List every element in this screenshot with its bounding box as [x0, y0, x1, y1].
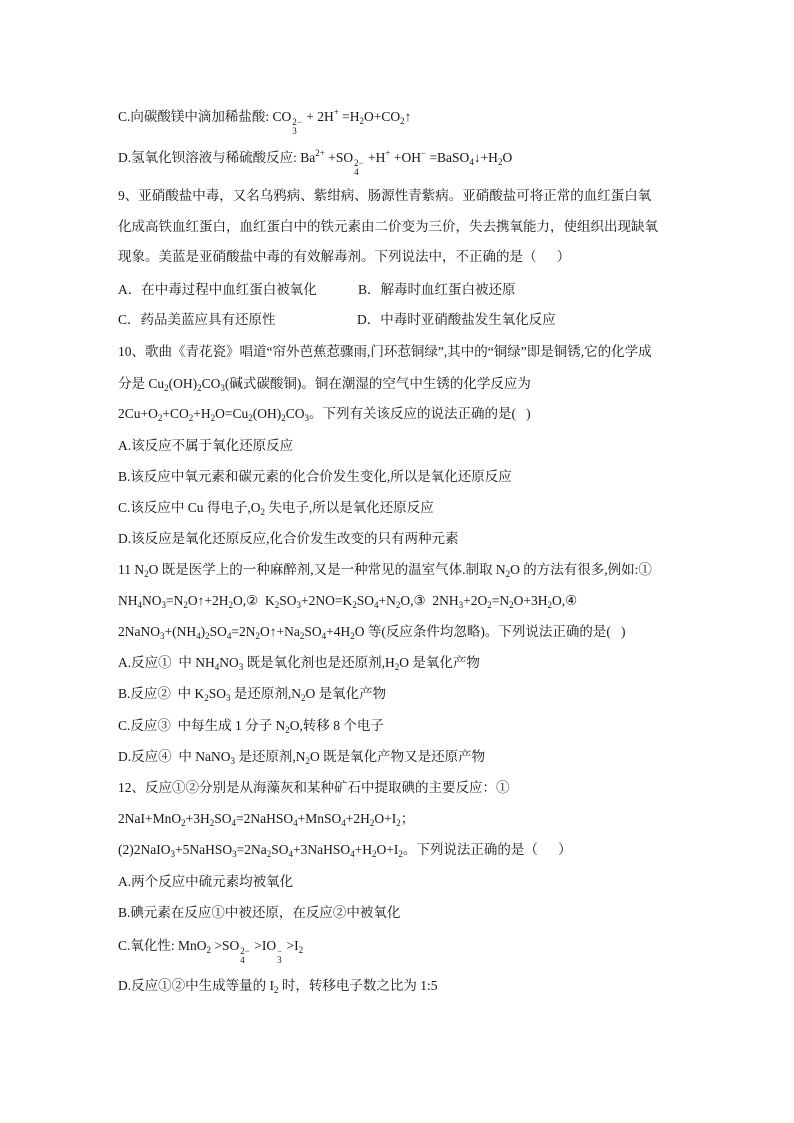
text-run: =BaSO — [426, 150, 470, 165]
text-run: +3H — [185, 811, 210, 826]
text-run: B．解毒时血红蛋白被还原 — [358, 282, 516, 297]
text-run: +2O — [463, 593, 488, 608]
text-run: O,③ 2NH — [400, 593, 459, 608]
subscript: 3 — [226, 693, 231, 703]
text-run: +2H — [345, 811, 370, 826]
q12-option-c — [118, 936, 304, 965]
text-run: O 是氧化产物 — [305, 686, 387, 701]
subscript: 2 — [352, 600, 357, 610]
subscript: 4 — [137, 600, 142, 610]
text-run: O+CO — [364, 109, 401, 124]
subscript: 2 — [209, 818, 215, 828]
text-run: (2)2NaIO — [118, 842, 171, 857]
text-run: 化成高铁血红蛋白，血红蛋白中的铁元素由二价变为三价，失去携氧能力，使组织出现缺氧 — [118, 219, 658, 234]
text-run: C.反应③ 中每生成 1 分子 N — [118, 718, 286, 733]
text-run: D.氢氧化钡溶液与稀硫酸反应: Ba — [118, 150, 316, 165]
q11-option-d — [118, 747, 485, 767]
text-run: +SO — [324, 150, 354, 165]
text-run: ↓+H — [473, 150, 498, 165]
subscript: 2 — [369, 818, 375, 828]
subscript: 2 — [188, 413, 194, 423]
text-run: O+I — [376, 842, 399, 857]
text-run: O,转移 8 个电子 — [289, 718, 384, 733]
subscript: 2 — [206, 945, 212, 955]
subscript: 2 — [164, 383, 169, 393]
superscript: 2− — [354, 158, 364, 168]
q9-stem-line — [118, 247, 570, 267]
charge-stack — [240, 947, 250, 965]
q9-option-c — [118, 310, 276, 330]
text-run: A.反应① 中 NH — [118, 655, 215, 670]
subscript: 2 — [228, 600, 233, 610]
text-run: O 既是氧化产物又是还原产物 — [310, 749, 486, 764]
subscript: 2 — [396, 818, 401, 828]
text-run: SO — [208, 686, 227, 701]
text-run: +H — [193, 406, 211, 421]
text-run: SO — [271, 842, 289, 857]
text-run: O+3H — [513, 593, 548, 608]
subscript: 3 — [458, 600, 464, 610]
text-run: =N — [491, 593, 510, 608]
subscript: 2 — [394, 662, 400, 672]
q11-option-b — [118, 684, 386, 704]
text-run: (OH) — [252, 406, 282, 421]
subscript: 2 — [298, 945, 304, 955]
text-run: O 既是医学上的一种麻醉剂,又是一种常见的温室气体.制取 N — [148, 562, 506, 577]
text-run: +H — [364, 150, 386, 165]
charge-stack — [277, 947, 282, 965]
text-run: 2NaNO — [118, 624, 160, 639]
superscript: + — [385, 148, 391, 158]
text-run: O 等(反应条件均忽略)。下列说法正确的是( ) — [354, 624, 626, 639]
subscript: 4 — [469, 157, 474, 167]
subscript: 4 — [288, 849, 293, 859]
subscript: 2 — [395, 600, 401, 610]
subscript: 3 — [277, 955, 282, 965]
text-run: +3NaHSO — [292, 842, 351, 857]
text-run: +H — [354, 842, 372, 857]
text-run: + 2H — [302, 109, 334, 124]
text-run: 分是 Cu — [118, 376, 165, 391]
text-run: NO — [219, 655, 239, 670]
subscript: 3 — [220, 383, 225, 393]
subscript: 4 — [374, 600, 379, 610]
subscript: 4 — [341, 818, 346, 828]
subscript: 3 — [161, 600, 166, 610]
text-run: CO — [201, 376, 221, 391]
text-run: ) — [200, 624, 206, 639]
text-run: A．在中毒过程中血红蛋白被氧化 — [118, 282, 317, 297]
text-run: 10、歌曲《青花瓷》唱道“帘外芭蕉惹骤雨,门环惹铜绿”,其中的“铜绿”即是铜锈,它的化学成 — [118, 344, 652, 359]
text-run: O↑+Na — [260, 624, 300, 639]
subscript: 2 — [359, 116, 365, 126]
text-run: 11 N — [118, 562, 145, 577]
subscript: 4 — [196, 631, 201, 641]
text-run: ↑ — [404, 109, 412, 124]
subscript: 4 — [354, 167, 359, 177]
text-run: O,④ — [551, 593, 578, 608]
q9-option-b — [358, 280, 516, 300]
subscript: 2 — [400, 116, 405, 126]
text-run: >IO — [250, 938, 277, 953]
subscript: 4 — [214, 662, 220, 672]
text-run: =N — [166, 593, 184, 608]
q8-option-c — [118, 107, 412, 136]
text-run: +(NH — [164, 624, 197, 639]
q9-option-d — [357, 310, 556, 330]
superscript: 2− — [292, 117, 302, 127]
q11-option-c — [118, 716, 384, 736]
text-run: A.该反应不属于氧化还原反应 — [118, 438, 294, 453]
text-run: B.该反应中氧元素和碳元素的化合价发生变化,所以是氧化还原反应 — [118, 469, 512, 484]
subscript: 2 — [398, 849, 403, 859]
text-run: O=Cu — [215, 406, 249, 421]
q11-stem-line — [118, 622, 625, 642]
charge-stack — [354, 159, 364, 177]
text-run: +N — [378, 593, 396, 608]
subscript: 2 — [274, 600, 280, 610]
q9-option-a — [118, 280, 317, 300]
subscript: 2 — [197, 383, 202, 393]
text-run: 现象。美蓝是亚硝酸盐中毒的有效解毒剂。下列说法中，不正确的是（ ） — [118, 249, 571, 264]
text-run: B.碘元素在反应①中被还原，在反应②中被氧化 — [118, 905, 401, 920]
subscript: 2 — [181, 818, 186, 828]
q10-option-c — [118, 498, 434, 518]
subscript: 2 — [301, 693, 306, 703]
text-run: =H — [338, 109, 360, 124]
subscript: 4 — [350, 849, 355, 859]
subscript: 2 — [260, 507, 266, 517]
text-run: =2Na — [236, 842, 267, 857]
subscript: 2 — [371, 849, 377, 859]
text-run: SO — [214, 811, 232, 826]
text-run: 失电子,所以是氧化还原反应 — [265, 500, 434, 515]
text-run: O+I — [374, 811, 397, 826]
text-run: >SO — [211, 938, 240, 953]
text-run: C.向碳酸镁中滴加稀盐酸: CO — [118, 109, 292, 124]
text-run: SO — [209, 624, 227, 639]
subscript: 2 — [144, 569, 149, 579]
text-run: C.该反应中 Cu 得电子,O — [118, 500, 261, 515]
q12-option-d — [118, 976, 438, 996]
text-run: B.反应② 中 K — [118, 686, 205, 701]
subscript: 2 — [505, 569, 511, 579]
text-run: (碱式碳酸铜)。铜在潮湿的空气中生锈的化学反应为 — [224, 376, 531, 391]
text-run: O 的方法有很多,例如:① — [510, 562, 652, 577]
subscript: 2 — [281, 413, 286, 423]
text-run: O,② K — [233, 593, 275, 608]
subscript: 3 — [238, 662, 244, 672]
q10-stem-line — [118, 404, 531, 424]
text-run: D.反应①②中生成等量的 I — [118, 978, 274, 993]
text-run: >I — [283, 938, 299, 953]
text-run: A.两个反应中硫元素均被氧化 — [118, 874, 294, 889]
text-run: 。下列说法正确的是（ ） — [402, 842, 572, 857]
subscript: 2 — [285, 725, 290, 735]
subscript: 2 — [255, 631, 260, 641]
subscript: 2 — [350, 631, 355, 641]
q10-stem-line — [118, 342, 652, 362]
text-run: +2NO=K — [301, 593, 353, 608]
q10-option-b — [118, 467, 512, 487]
text-run: SO — [304, 624, 322, 639]
subscript: 2 — [299, 631, 305, 641]
text-run: SO — [279, 593, 297, 608]
text-run: SO — [356, 593, 374, 608]
q11-option-a — [118, 653, 480, 673]
text-run: 。下列有关该反应的说法正确的是( ) — [309, 406, 531, 421]
subscript: 2 — [487, 600, 492, 610]
text-run: O 是氧化产物 — [399, 655, 480, 670]
superscript: − — [277, 946, 283, 956]
text-run: +5NaHSO — [174, 842, 233, 857]
text-run: (OH) — [168, 376, 198, 391]
text-run: 9、亚硝酸盐中毒，又名乌鸦病、紫绀病、肠源性青紫病。亚硝酸盐可将正常的血红蛋白氧 — [118, 188, 652, 203]
q9-stem-line — [118, 186, 651, 206]
q8-option-d — [118, 148, 513, 177]
subscript: 2 — [547, 600, 552, 610]
q9-stem-line — [118, 217, 658, 237]
superscript: 2+ — [315, 148, 325, 158]
text-run: 2NaI+MnO — [118, 811, 182, 826]
text-run: 12、反应①②分别是从海藻灰和某种矿石中提取碘的主要反应：① — [118, 780, 510, 795]
subscript: 3 — [232, 849, 237, 859]
q10-stem-line — [118, 374, 531, 394]
superscript: − — [420, 148, 427, 158]
subscript: 4 — [231, 818, 236, 828]
text-run: =2N — [231, 624, 256, 639]
subscript: 2 — [266, 849, 272, 859]
text-run: 是还原剂,N — [230, 686, 302, 701]
subscript: 4 — [321, 631, 327, 641]
subscript: 2 — [157, 413, 163, 423]
text-run: +CO — [162, 406, 189, 421]
q12-option-a — [118, 872, 293, 892]
subscript: 3 — [170, 849, 175, 859]
text-run: +4H — [326, 624, 351, 639]
text-run: 2Cu+O — [118, 406, 158, 421]
subscript: 2 — [210, 413, 216, 423]
q12-option-b — [118, 903, 400, 923]
superscript: 2− — [240, 946, 250, 956]
q10-option-a — [118, 436, 293, 456]
text-run: CO — [285, 406, 305, 421]
subscript: 2 — [497, 157, 503, 167]
subscript: 2 — [305, 756, 310, 766]
text-run: O↑+2H — [187, 593, 229, 608]
subscript: 4 — [240, 955, 245, 965]
text-run: +OH — [390, 150, 421, 165]
text-run: ； — [400, 811, 415, 826]
text-run: D.该反应是氧化还原反应,化合价发生改变的只有两种元素 — [118, 531, 459, 546]
text-run: 是还原剂,N — [235, 749, 306, 764]
text-run: O — [502, 150, 513, 165]
q12-stem-line — [118, 840, 572, 860]
subscript: 2 — [183, 600, 188, 610]
subscript: 2 — [205, 631, 210, 641]
subscript: 3 — [230, 756, 235, 766]
subscript: 2 — [248, 413, 253, 423]
text-run: D．中毒时亚硝酸盐发生氧化反应 — [357, 312, 556, 327]
subscript: 2 — [274, 985, 279, 995]
subscript: 4 — [293, 818, 298, 828]
q12-stem-line — [118, 778, 510, 798]
text-run: C．药品美蓝应具有还原性 — [118, 312, 276, 327]
subscript: 2 — [509, 600, 514, 610]
superscript: + — [333, 107, 339, 117]
q10-option-d — [118, 529, 459, 549]
text-run: 时，转移电子数之比为 1:5 — [278, 978, 438, 993]
text-run: +MnSO — [297, 811, 342, 826]
q11-stem-line — [118, 560, 652, 580]
subscript: 3 — [292, 126, 297, 136]
text-run: C.氧化性: MnO — [118, 938, 207, 953]
text-run: NH — [118, 593, 138, 608]
subscript: 4 — [226, 631, 232, 641]
text-run: NO — [142, 593, 162, 608]
text-run: D.反应④ 中 NaNO — [118, 749, 231, 764]
subscript: 3 — [296, 600, 301, 610]
subscript: 3 — [304, 413, 310, 423]
text-run: =2NaHSO — [236, 811, 294, 826]
subscript: 2 — [204, 693, 209, 703]
subscript: 3 — [160, 631, 165, 641]
charge-stack — [292, 118, 302, 136]
q12-stem-line — [118, 809, 414, 829]
q11-stem-line — [118, 591, 577, 611]
text-run: 既是氧化剂也是还原剂,H — [243, 655, 395, 670]
